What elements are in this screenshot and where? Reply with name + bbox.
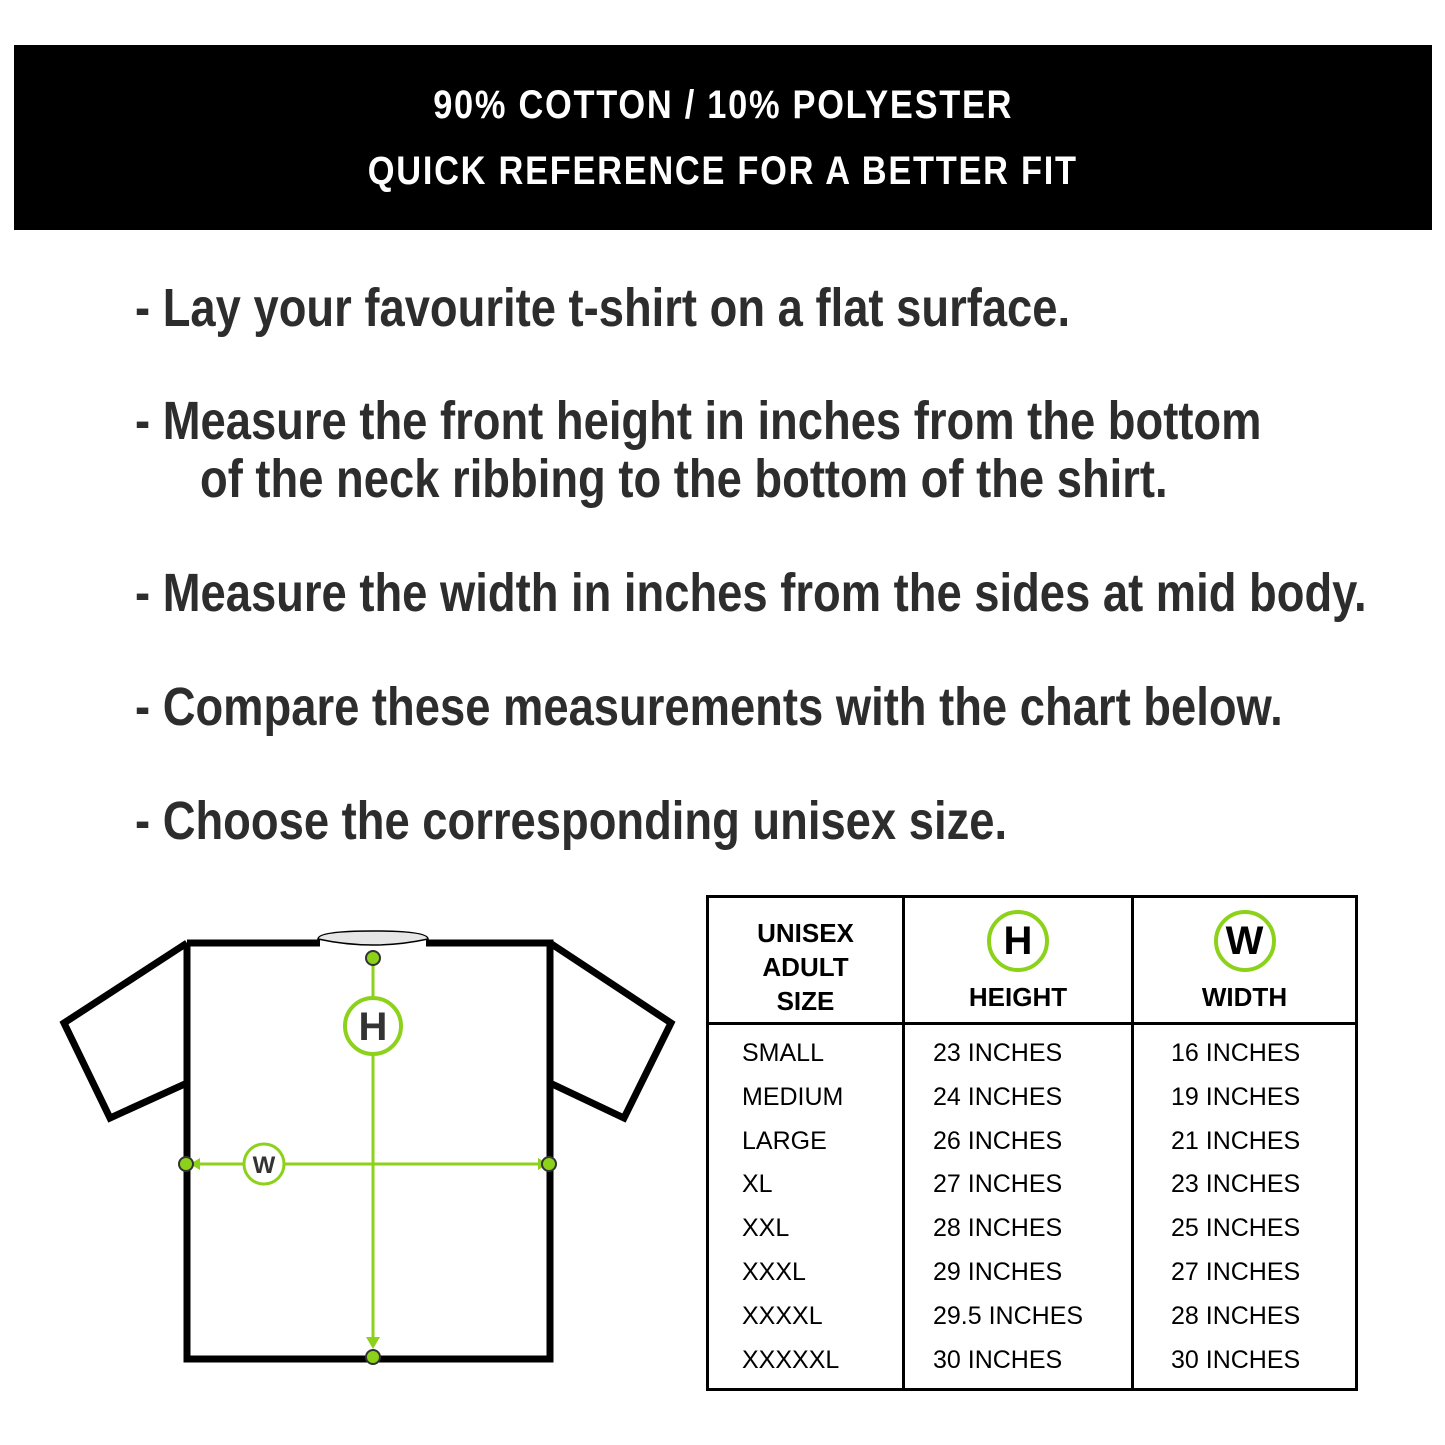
size-row-size: MEDIUM [742,1082,844,1111]
size-row-height: 26 INCHES [933,1126,1063,1155]
height-column-label: HEIGHT [968,982,1068,1012]
size-row-width: 16 INCHES [1171,1039,1301,1067]
size-row-width: 23 INCHES [1171,1170,1301,1199]
instruction-compare: - Compare these measurements with the chart below. [135,677,1283,737]
header-material: 90% COTTON / 10% POLYESTER [432,82,1013,127]
instruction-measure-height: - Measure the front height in inches from the bottom [135,391,1262,451]
size-row-size: XXL [742,1214,790,1243]
size-header-line-2: ADULT [762,952,849,982]
instruction-measure-width: - Measure the width in inches from the sides at mid body. [135,563,1367,623]
width-column-label: WIDTH [1201,982,1288,1012]
size-header-line-3: SIZE [776,986,835,1016]
height-top-point [366,951,380,965]
height-arrow-head-bottom [366,1337,380,1349]
size-row-height: 29.5 INCHES [933,1301,1084,1330]
size-row-height: 27 INCHES [933,1170,1063,1199]
width-badge-letter: W [252,1152,276,1179]
header-banner [14,45,1432,230]
instruction-measure-height-cont: of the neck ribbing to the bottom of the shirt. [200,449,1168,509]
tshirt-collar [318,931,428,945]
size-row-size: XXXL [742,1258,806,1286]
size-row-height: 28 INCHES [933,1214,1063,1243]
size-header-line-1: UNISEX [757,918,854,948]
size-row-width: 19 INCHES [1171,1082,1301,1111]
height-badge-letter: H [358,1005,388,1049]
size-row-size: XL [742,1170,773,1199]
size-row-width: 25 INCHES [1171,1214,1301,1243]
size-chart-table [706,895,1358,1391]
size-row-height: 30 INCHES [933,1345,1063,1374]
size-row-size: LARGE [742,1126,827,1155]
tshirt-diagram [58,925,678,1365]
size-row-size: XXXXXL [742,1345,840,1374]
size-row-size: SMALL [742,1039,824,1067]
tshirt-right-sleeve [550,943,671,1118]
instruction-choose-size: - Choose the corresponding unisex size. [135,791,1008,851]
size-row-height: 24 INCHES [933,1082,1063,1111]
tshirt-left-sleeve [64,943,187,1118]
size-column-header [709,916,902,1018]
size-row-width: 27 INCHES [1171,1258,1301,1286]
height-column-header [905,898,1131,1022]
size-row-height: 29 INCHES [933,1258,1063,1286]
size-row-size: XXXXL [742,1301,823,1330]
instruction-lay-flat: - Lay your favourite t-shirt on a flat surface. [135,278,1071,338]
table-header-divider [709,1022,1355,1025]
width-column-header [1134,898,1355,1022]
size-row-height: 23 INCHES [933,1039,1063,1067]
width-left-point [179,1157,193,1171]
width-right-point [542,1157,556,1171]
size-row-width: 21 INCHES [1171,1126,1301,1155]
height-bottom-point [366,1350,380,1364]
width-badge: W [1214,910,1276,972]
header-subtitle: QUICK REFERENCE FOR A BETTER FIT [368,148,1078,193]
size-row-width: 30 INCHES [1171,1345,1301,1374]
size-row-width: 28 INCHES [1171,1301,1301,1330]
height-badge: H [987,910,1049,972]
